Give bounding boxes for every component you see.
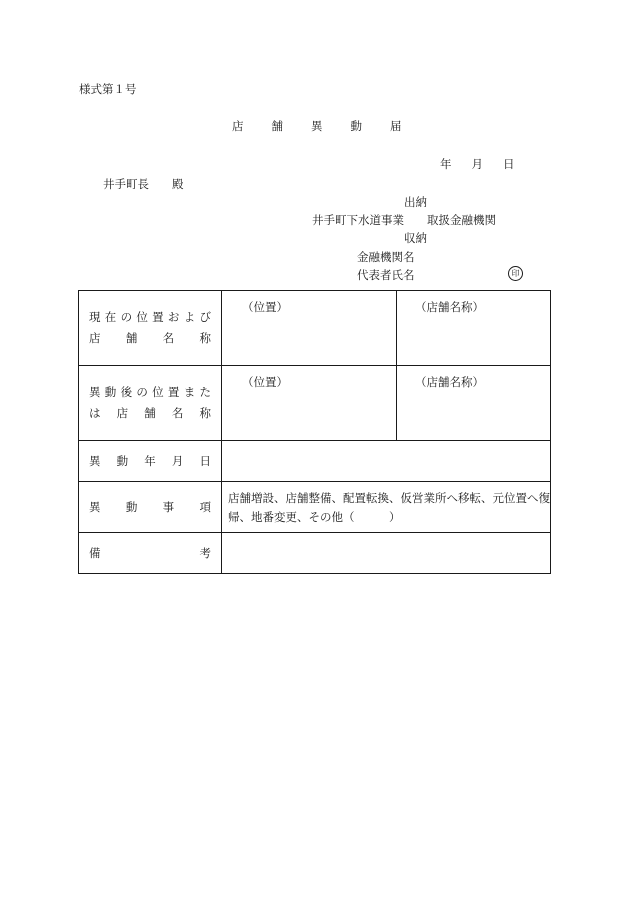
table-row: [79, 533, 551, 574]
submitter-shuno: 収納: [404, 231, 427, 245]
table-row: [79, 441, 551, 482]
table-row: [79, 291, 551, 366]
after-position-field[interactable]: [222, 366, 397, 441]
change-date-field[interactable]: [222, 441, 551, 482]
title-char: 異: [311, 119, 323, 133]
date-line: [440, 156, 515, 172]
form-number: 様式第１号: [79, 82, 137, 96]
change-date-label: 異 動 年 月 日: [79, 441, 222, 482]
after-location-label: 異 動 後 の 位 置 ま た は 店 舗 名 称: [79, 366, 222, 441]
table-row: [79, 366, 551, 441]
form-title: [232, 118, 402, 134]
title-char: 動: [350, 119, 362, 133]
date-day: 日: [503, 157, 515, 171]
change-matters-label: 異 動 事 項: [79, 482, 222, 533]
after-position-label: （位置）: [242, 375, 288, 389]
title-char: 舗: [271, 119, 283, 133]
addressee: 井手町長 殿: [103, 177, 184, 191]
title-char: 店: [232, 119, 244, 133]
current-store-name-label: （店舗名称）: [415, 300, 484, 314]
submitter-shutsuno: 出納: [404, 195, 427, 209]
current-store-name-field[interactable]: [397, 291, 551, 366]
bank-name-label: 金融機関名: [357, 250, 415, 264]
remarks-label: 備 考: [79, 533, 222, 574]
change-matters-options[interactable]: 店舗増設、店舗整備、配置転換、仮営業所へ移転、元位置へ復帰、地番変更、その他（ ）: [222, 482, 551, 533]
representative-label: 代表者氏名: [357, 268, 415, 282]
after-store-name-label: （店舗名称）: [415, 375, 484, 389]
remarks-field[interactable]: [222, 533, 551, 574]
table-row: [79, 482, 551, 533]
after-store-name-field[interactable]: [397, 366, 551, 441]
date-year: 年: [440, 157, 452, 171]
date-month: 月: [471, 157, 483, 171]
seal-mark: 印: [508, 266, 523, 281]
current-position-field[interactable]: [222, 291, 397, 366]
current-position-label: （位置）: [242, 300, 288, 314]
title-char: 届: [390, 119, 402, 133]
current-location-label: 現 在 の 位 置 お よ び 店 舗 名 称: [79, 291, 222, 366]
submitter-organization: 井手町下水道事業 取扱金融機関: [312, 213, 496, 227]
notification-table: [78, 290, 551, 574]
